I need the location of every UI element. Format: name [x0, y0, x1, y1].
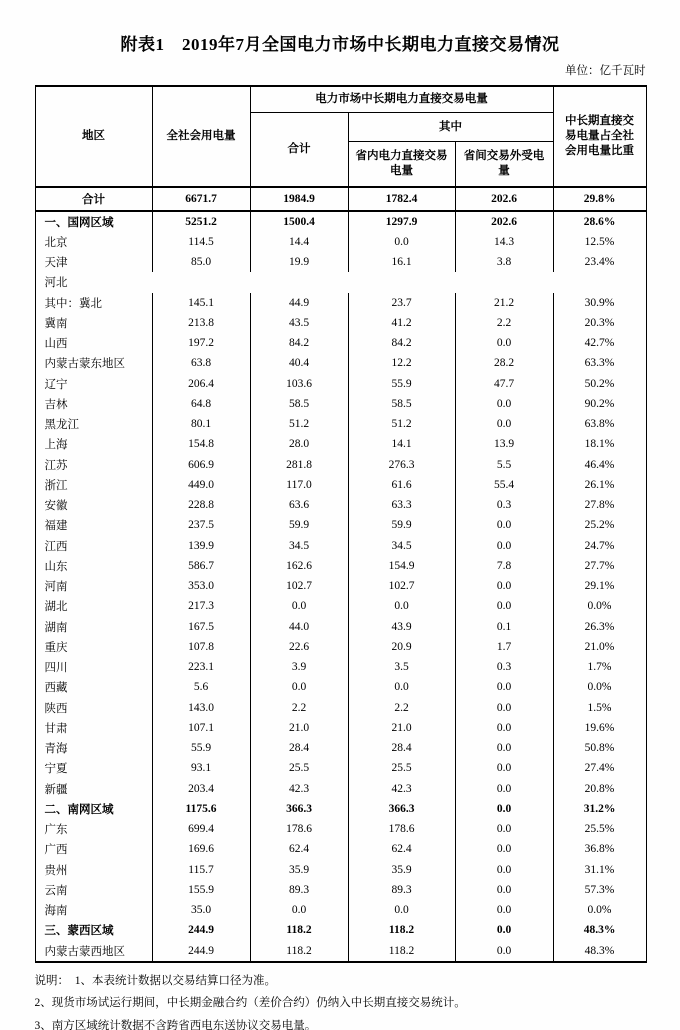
value-cell: 25.2% [553, 515, 646, 535]
table-row [35, 738, 646, 758]
value-cell: 63.6 [250, 495, 348, 515]
region-cell: 江西 [35, 536, 152, 556]
value-cell: 24.7% [553, 536, 646, 556]
region-cell: 安徽 [35, 495, 152, 515]
value-cell: 50.2% [553, 374, 646, 394]
table-row [35, 536, 646, 556]
value-cell: 0.0 [455, 839, 553, 859]
value-cell: 14.1 [348, 434, 455, 454]
region-cell: 山西 [35, 333, 152, 353]
value-cell: 89.3 [250, 880, 348, 900]
region-cell: 浙江 [35, 475, 152, 495]
value-cell: 40.4 [250, 353, 348, 373]
region-cell: 天津 [35, 252, 152, 272]
value-cell: 0.0 [348, 596, 455, 616]
value-cell: 169.6 [152, 839, 250, 859]
value-cell: 61.6 [348, 475, 455, 495]
table-row [35, 515, 646, 535]
region-cell: 宁夏 [35, 758, 152, 778]
value-cell: 14.4 [250, 232, 348, 252]
value-cell: 29.1% [553, 576, 646, 596]
table-row [35, 374, 646, 394]
value-cell: 46.4% [553, 455, 646, 475]
table-row [35, 414, 646, 434]
value-cell: 0.0 [455, 799, 553, 819]
region-cell: 内蒙古蒙西地区 [35, 941, 152, 962]
value-cell: 0.0 [455, 515, 553, 535]
table-header [35, 86, 646, 187]
table-row [35, 839, 646, 859]
value-cell: 244.9 [152, 941, 250, 962]
value-cell: 64.8 [152, 394, 250, 414]
data-table [35, 85, 647, 963]
value-cell: 1.7 [455, 637, 553, 657]
unit-label: 单位：亿千瓦时 [565, 65, 646, 77]
value-cell: 0.0 [348, 677, 455, 697]
value-cell: 20.9 [348, 637, 455, 657]
value-cell: 89.3 [348, 880, 455, 900]
value-cell: 3.5 [348, 657, 455, 677]
value-cell: 699.4 [152, 819, 250, 839]
value-cell: 12.2 [348, 353, 455, 373]
table-row [35, 718, 646, 738]
col-header-intra-province: 省内电力直接交易电量 [348, 142, 455, 188]
value-cell: 107.1 [152, 718, 250, 738]
region-cell: 三、蒙西区域 [35, 920, 152, 940]
region-cell: 内蒙古蒙东地区 [35, 353, 152, 373]
table-row [35, 617, 646, 637]
value-cell: 213.8 [152, 313, 250, 333]
value-cell: 2.2 [250, 698, 348, 718]
region-cell: 河北 [35, 272, 646, 292]
value-cell: 0.0 [455, 536, 553, 556]
note-line: 说明： 1、本表统计数据以交易结算口径为准。 [34, 974, 276, 987]
value-cell: 28.4 [348, 738, 455, 758]
value-cell: 0.0% [553, 677, 646, 697]
table-row [35, 313, 646, 333]
value-cell: 154.9 [348, 556, 455, 576]
value-cell: 20.3% [553, 313, 646, 333]
value-cell: 42.7% [553, 333, 646, 353]
value-cell: 217.3 [152, 596, 250, 616]
value-cell: 145.1 [152, 293, 250, 313]
value-cell: 20.8% [553, 779, 646, 799]
value-cell: 27.4% [553, 758, 646, 778]
value-cell: 0.1 [455, 617, 553, 637]
region-cell: 黑龙江 [35, 414, 152, 434]
value-cell: 28.2 [455, 353, 553, 373]
value-cell: 5.6 [152, 677, 250, 697]
value-cell: 84.2 [250, 333, 348, 353]
value-cell: 25.5 [250, 758, 348, 778]
value-cell: 25.5 [348, 758, 455, 778]
value-cell: 31.2% [553, 799, 646, 819]
table-row [35, 900, 646, 920]
value-cell: 1297.9 [348, 211, 455, 232]
value-cell: 62.4 [348, 839, 455, 859]
value-cell: 0.0 [455, 819, 553, 839]
col-header-subtotal: 合计 [250, 113, 348, 188]
value-cell: 162.6 [250, 556, 348, 576]
table-row [35, 657, 646, 677]
value-cell: 154.8 [152, 434, 250, 454]
value-cell: 103.6 [250, 374, 348, 394]
region-cell: 一、国网区域 [35, 211, 152, 232]
table-row [35, 920, 646, 940]
value-cell: 27.8% [553, 495, 646, 515]
region-cell: 四川 [35, 657, 152, 677]
table-row [35, 556, 646, 576]
notes [35, 970, 646, 1030]
value-cell: 14.3 [455, 232, 553, 252]
region-cell: 海南 [35, 900, 152, 920]
value-cell: 244.9 [152, 920, 250, 940]
col-header-share: 中长期直接交易电量占全社会用电量比重 [553, 86, 646, 187]
value-cell: 12.5% [553, 232, 646, 252]
table-row [35, 211, 646, 232]
value-cell: 0.0 [455, 677, 553, 697]
table-row [35, 434, 646, 454]
table-row [35, 637, 646, 657]
region-cell: 广东 [35, 819, 152, 839]
region-cell: 合计 [35, 187, 152, 211]
value-cell: 202.6 [455, 187, 553, 211]
value-cell: 102.7 [348, 576, 455, 596]
value-cell: 18.1% [553, 434, 646, 454]
value-cell: 35.9 [348, 860, 455, 880]
value-cell: 0.0 [455, 779, 553, 799]
table-row [35, 941, 646, 962]
region-cell: 新疆 [35, 779, 152, 799]
value-cell: 118.2 [348, 941, 455, 962]
value-cell: 35.9 [250, 860, 348, 880]
value-cell: 118.2 [250, 941, 348, 962]
value-cell: 16.1 [348, 252, 455, 272]
table-row [35, 880, 646, 900]
value-cell: 0.0 [455, 718, 553, 738]
value-cell: 5251.2 [152, 211, 250, 232]
value-cell: 28.6% [553, 211, 646, 232]
value-cell: 62.4 [250, 839, 348, 859]
value-cell: 3.8 [455, 252, 553, 272]
value-cell: 63.8% [553, 414, 646, 434]
value-cell: 366.3 [250, 799, 348, 819]
value-cell: 0.0 [455, 920, 553, 940]
table-row [35, 799, 646, 819]
value-cell: 0.0 [455, 698, 553, 718]
value-cell: 449.0 [152, 475, 250, 495]
col-header-inter-province: 省间交易外受电量 [455, 142, 553, 188]
value-cell: 586.7 [152, 556, 250, 576]
value-cell: 0.0 [455, 596, 553, 616]
table-row [35, 860, 646, 880]
value-cell: 202.6 [455, 211, 553, 232]
region-cell: 冀南 [35, 313, 152, 333]
value-cell: 34.5 [250, 536, 348, 556]
table-row [35, 353, 646, 373]
value-cell: 29.8% [553, 187, 646, 211]
value-cell: 80.1 [152, 414, 250, 434]
region-cell: 重庆 [35, 637, 152, 657]
value-cell: 6671.7 [152, 187, 250, 211]
table-row [35, 779, 646, 799]
value-cell: 25.5% [553, 819, 646, 839]
value-cell: 3.9 [250, 657, 348, 677]
value-cell: 51.2 [250, 414, 348, 434]
value-cell: 114.5 [152, 232, 250, 252]
table-row [35, 252, 646, 272]
value-cell: 0.0 [455, 414, 553, 434]
value-cell: 118.2 [250, 920, 348, 940]
value-cell: 606.9 [152, 455, 250, 475]
table-row [35, 333, 646, 353]
table-row [35, 698, 646, 718]
table-row [35, 187, 646, 211]
value-cell: 47.7 [455, 374, 553, 394]
value-cell: 167.5 [152, 617, 250, 637]
col-header-region: 地区 [35, 86, 152, 187]
value-cell: 43.9 [348, 617, 455, 637]
value-cell: 63.3 [348, 495, 455, 515]
region-cell: 辽宁 [35, 374, 152, 394]
table-sheet [35, 63, 646, 1030]
region-cell: 湖北 [35, 596, 152, 616]
region-cell: 江苏 [35, 455, 152, 475]
value-cell: 1984.9 [250, 187, 348, 211]
value-cell: 107.8 [152, 637, 250, 657]
value-cell: 366.3 [348, 799, 455, 819]
value-cell: 55.9 [152, 738, 250, 758]
value-cell: 84.2 [348, 333, 455, 353]
region-cell: 湖南 [35, 617, 152, 637]
value-cell: 23.4% [553, 252, 646, 272]
region-cell: 云南 [35, 880, 152, 900]
value-cell: 59.9 [250, 515, 348, 535]
region-cell: 北京 [35, 232, 152, 252]
table-row [35, 455, 646, 475]
value-cell: 0.0 [348, 232, 455, 252]
value-cell: 93.1 [152, 758, 250, 778]
value-cell: 0.0% [553, 900, 646, 920]
value-cell: 5.5 [455, 455, 553, 475]
value-cell: 28.4 [250, 738, 348, 758]
value-cell: 19.6% [553, 718, 646, 738]
value-cell: 0.0 [455, 738, 553, 758]
value-cell: 197.2 [152, 333, 250, 353]
value-cell: 0.3 [455, 657, 553, 677]
table-row [35, 394, 646, 414]
value-cell: 1.5% [553, 698, 646, 718]
value-cell: 1500.4 [250, 211, 348, 232]
col-header-of-which: 其中 [348, 113, 553, 142]
value-cell: 58.5 [250, 394, 348, 414]
value-cell: 115.7 [152, 860, 250, 880]
value-cell: 7.8 [455, 556, 553, 576]
value-cell: 102.7 [250, 576, 348, 596]
region-cell: 甘肃 [35, 718, 152, 738]
value-cell: 21.2 [455, 293, 553, 313]
region-cell: 河南 [35, 576, 152, 596]
region-cell: 西藏 [35, 677, 152, 697]
value-cell: 85.0 [152, 252, 250, 272]
value-cell: 44.0 [250, 617, 348, 637]
region-cell: 山东 [35, 556, 152, 576]
value-cell: 1.7% [553, 657, 646, 677]
value-cell: 203.4 [152, 779, 250, 799]
col-header-market-trading: 电力市场中长期电力直接交易电量 [250, 86, 553, 113]
value-cell: 21.0% [553, 637, 646, 657]
table-row [35, 232, 646, 252]
table-row [35, 819, 646, 839]
value-cell: 206.4 [152, 374, 250, 394]
note-line: 2、现货市场试运行期间，中长期金融合约（差价合约）仍纳入中长期直接交易统计。 [34, 997, 466, 1010]
value-cell: 44.9 [250, 293, 348, 313]
value-cell: 35.0 [152, 900, 250, 920]
value-cell: 117.0 [250, 475, 348, 495]
value-cell: 63.8 [152, 353, 250, 373]
value-cell: 0.0 [455, 860, 553, 880]
page-title: 附表1 2019年7月全国电力市场中长期电力直接交易情况 [120, 35, 560, 54]
value-cell: 1782.4 [348, 187, 455, 211]
value-cell: 59.9 [348, 515, 455, 535]
value-cell: 90.2% [553, 394, 646, 414]
value-cell: 139.9 [152, 536, 250, 556]
value-cell: 42.3 [250, 779, 348, 799]
region-cell: 其中：冀北 [35, 293, 152, 313]
value-cell: 281.8 [250, 455, 348, 475]
value-cell: 43.5 [250, 313, 348, 333]
value-cell: 0.0 [455, 576, 553, 596]
region-cell: 贵州 [35, 860, 152, 880]
value-cell: 36.8% [553, 839, 646, 859]
value-cell: 34.5 [348, 536, 455, 556]
table-row [35, 272, 646, 292]
value-cell: 2.2 [348, 698, 455, 718]
value-cell: 42.3 [348, 779, 455, 799]
value-cell: 58.5 [348, 394, 455, 414]
value-cell: 178.6 [250, 819, 348, 839]
value-cell: 31.1% [553, 860, 646, 880]
value-cell: 0.0 [455, 941, 553, 962]
value-cell: 19.9 [250, 252, 348, 272]
value-cell: 118.2 [348, 920, 455, 940]
value-cell: 228.8 [152, 495, 250, 515]
table-row [35, 596, 646, 616]
region-cell: 吉林 [35, 394, 152, 414]
value-cell: 237.5 [152, 515, 250, 535]
value-cell: 276.3 [348, 455, 455, 475]
value-cell: 0.0 [455, 880, 553, 900]
value-cell: 0.0 [348, 900, 455, 920]
value-cell: 0.0 [455, 333, 553, 353]
table-row [35, 495, 646, 515]
value-cell: 28.0 [250, 434, 348, 454]
value-cell: 55.9 [348, 374, 455, 394]
value-cell: 48.3% [553, 920, 646, 940]
region-cell: 陕西 [35, 698, 152, 718]
table-row [35, 677, 646, 697]
value-cell: 178.6 [348, 819, 455, 839]
value-cell: 21.0 [250, 718, 348, 738]
value-cell: 41.2 [348, 313, 455, 333]
value-cell: 353.0 [152, 576, 250, 596]
value-cell: 50.8% [553, 738, 646, 758]
value-cell: 57.3% [553, 880, 646, 900]
value-cell: 27.7% [553, 556, 646, 576]
value-cell: 30.9% [553, 293, 646, 313]
table-row [35, 293, 646, 313]
note-line: 3、南方区域统计数据不含跨省西电东送协议交易电量。 [34, 1019, 317, 1030]
region-cell: 二、南网区域 [35, 799, 152, 819]
value-cell: 21.0 [348, 718, 455, 738]
value-cell: 51.2 [348, 414, 455, 434]
value-cell: 0.0 [455, 394, 553, 414]
region-cell: 广西 [35, 839, 152, 859]
table-row [35, 758, 646, 778]
value-cell: 26.1% [553, 475, 646, 495]
value-cell: 143.0 [152, 698, 250, 718]
value-cell: 26.3% [553, 617, 646, 637]
value-cell: 0.0 [455, 900, 553, 920]
value-cell: 55.4 [455, 475, 553, 495]
value-cell: 0.0% [553, 596, 646, 616]
value-cell: 155.9 [152, 880, 250, 900]
value-cell: 23.7 [348, 293, 455, 313]
value-cell: 13.9 [455, 434, 553, 454]
value-cell: 0.0 [250, 900, 348, 920]
value-cell: 63.3% [553, 353, 646, 373]
value-cell: 1175.6 [152, 799, 250, 819]
value-cell: 0.0 [455, 758, 553, 778]
value-cell: 48.3% [553, 941, 646, 962]
value-cell: 223.1 [152, 657, 250, 677]
value-cell: 0.0 [250, 677, 348, 697]
region-cell: 福建 [35, 515, 152, 535]
value-cell: 2.2 [455, 313, 553, 333]
region-cell: 上海 [35, 434, 152, 454]
value-cell: 0.3 [455, 495, 553, 515]
col-header-total-consumption: 全社会用电量 [152, 86, 250, 187]
table-body [35, 187, 646, 962]
table-row [35, 475, 646, 495]
value-cell: 0.0 [250, 596, 348, 616]
value-cell: 22.6 [250, 637, 348, 657]
region-cell: 青海 [35, 738, 152, 758]
table-row [35, 576, 646, 596]
